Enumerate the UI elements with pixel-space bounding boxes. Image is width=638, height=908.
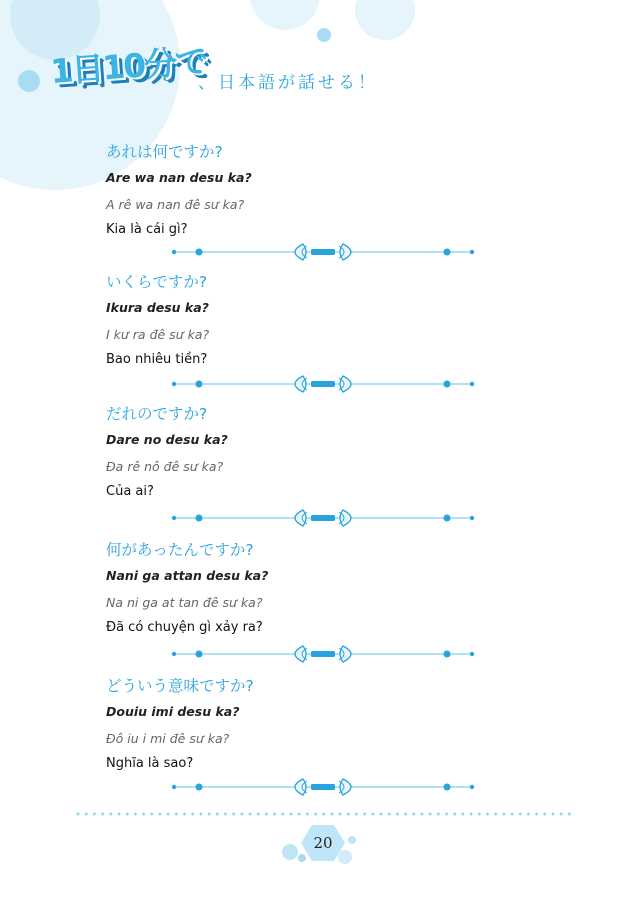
book-logo [49,41,212,102]
vietnamese-reading: Đô iu i mi đê sư ka? [106,731,230,746]
romaji-reading: Nani ga attan desu ka? [106,568,269,583]
page-number: 20 [313,834,333,852]
background-bubble [355,0,415,40]
ornament-divider [170,241,476,263]
vietnamese-meaning: Của ai? [106,484,154,499]
phrase-entry [106,272,526,372]
background-bubble [348,836,356,844]
romaji-reading: Douiu imi desu ka? [106,704,240,719]
romaji-reading: Are wa nan desu ka? [106,170,252,185]
japanese-phrase: だれのですか? [106,405,208,423]
phrase-entry [106,676,526,776]
vietnamese-meaning: Kia là cái gì? [106,222,188,237]
japanese-phrase: どういう意味ですか? [106,677,254,695]
vietnamese-meaning: Bao nhiêu tiền? [106,352,208,367]
romaji-reading: Ikura desu ka? [106,300,209,315]
japanese-phrase: いくらですか? [106,273,208,291]
vietnamese-reading: A rê wa nan đê sư ka? [106,197,245,212]
phrase-entry [106,404,526,504]
phrase-entry [106,540,526,640]
background-bubble [18,70,40,92]
background-bubble [250,0,320,30]
japanese-phrase: あれは何ですか? [106,143,223,161]
background-bubble [317,28,331,42]
romaji-reading: Dare no desu ka? [106,432,228,447]
ornament-divider [170,776,476,798]
vietnamese-reading: Đa rê nô đê sư ka? [106,459,224,474]
background-bubble [282,844,298,860]
vietnamese-meaning: Đã có chuyện gì xảy ra? [106,620,263,635]
header-subtitle: 、日本語が話せる！ [198,73,378,93]
page-number-badge [300,824,346,862]
japanese-phrase: 何があったんですか? [106,541,254,559]
vietnamese-reading: Na ni ga at tan đê sư ka? [106,595,263,610]
footer-dotted-line [74,812,574,816]
ornament-divider [170,643,476,665]
logo-text: 1日10分で [49,41,208,92]
vietnamese-reading: I kư ra đê sư ka? [106,327,210,342]
phrase-entry [106,142,526,242]
ornament-divider [170,507,476,529]
vietnamese-meaning: Nghĩa là sao? [106,756,194,771]
ornament-divider [170,373,476,395]
